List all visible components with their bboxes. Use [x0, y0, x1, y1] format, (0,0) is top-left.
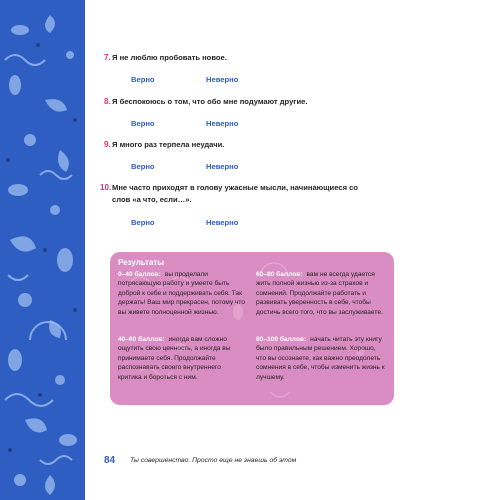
result-block-0-40 — [118, 270, 246, 317]
result-block-40-60 — [118, 335, 246, 382]
running-title: Ты совершенство. Просто еще не знаешь об этом — [130, 457, 297, 464]
decorative-side-strip — [0, 0, 85, 500]
question-number: 9. — [104, 140, 111, 149]
result-range: 40–60 баллов: — [118, 336, 165, 343]
result-range: 60–80 баллов: — [256, 271, 303, 278]
question-text: Я много раз терпела неудачи. — [112, 140, 225, 149]
question-number: 10. — [100, 183, 112, 192]
question-number: 7. — [104, 53, 111, 62]
results-box — [110, 252, 394, 405]
question-number: 8. — [104, 97, 111, 106]
page-number: 84 — [104, 455, 116, 466]
answer-false-8[interactable]: Неверно — [206, 119, 239, 128]
question-7 — [104, 52, 412, 64]
answer-true-9[interactable]: Верно — [131, 162, 155, 171]
answer-false-7[interactable]: Неверно — [206, 75, 239, 84]
question-text: Я беспокоюсь о том, что обо мне подумают другие. — [112, 97, 308, 106]
results-title: Результаты — [118, 258, 165, 267]
result-text: начать читать эту книгу было правильным решением. Хорошо, что вы осознаете, как важно преодолеть сомнения в себе, чтобы изменить жизнь к лучшему. — [256, 336, 385, 381]
result-text: иногда вам сложно ощутить свою ценность, а иногда вы принимаете себя. Продолжайте распознавать своего внутреннего критика и бороться с ним. — [118, 336, 231, 381]
result-block-60-80 — [256, 270, 386, 317]
result-range: 0–40 баллов: — [118, 271, 161, 278]
result-text: вы проделали потрясающую работу и умеете быть доброй к себе и поддерживать себя. Так держать! Ваш мир прекрасен, потому что вы живете полноценной жизнью. — [118, 271, 246, 316]
question-text: Я не люблю пробовать новое. — [112, 53, 227, 62]
question-text: Мне часто приходят в голову ужасные мысли, начинающиеся со слов «а что, если…». — [112, 183, 358, 204]
question-8 — [104, 96, 412, 108]
answer-true-8[interactable]: Верно — [131, 119, 155, 128]
answer-false-9[interactable]: Неверно — [206, 162, 239, 171]
question-9 — [104, 139, 412, 151]
result-range: 80–100 баллов: — [256, 336, 307, 343]
result-text: вам не всегда удается жить полной жизнью из-за страхов и сомнений. Продолжайте работать и развивать уверенность в себе, чтобы достичь всего того, что вы заслуживаете. — [256, 271, 383, 316]
pattern-illustration — [0, 0, 85, 500]
result-block-80-100 — [256, 335, 386, 382]
answer-false-10[interactable]: Неверно — [206, 218, 239, 227]
question-10 — [100, 182, 372, 206]
answer-true-10[interactable]: Верно — [131, 218, 155, 227]
answer-true-7[interactable]: Верно — [131, 75, 155, 84]
